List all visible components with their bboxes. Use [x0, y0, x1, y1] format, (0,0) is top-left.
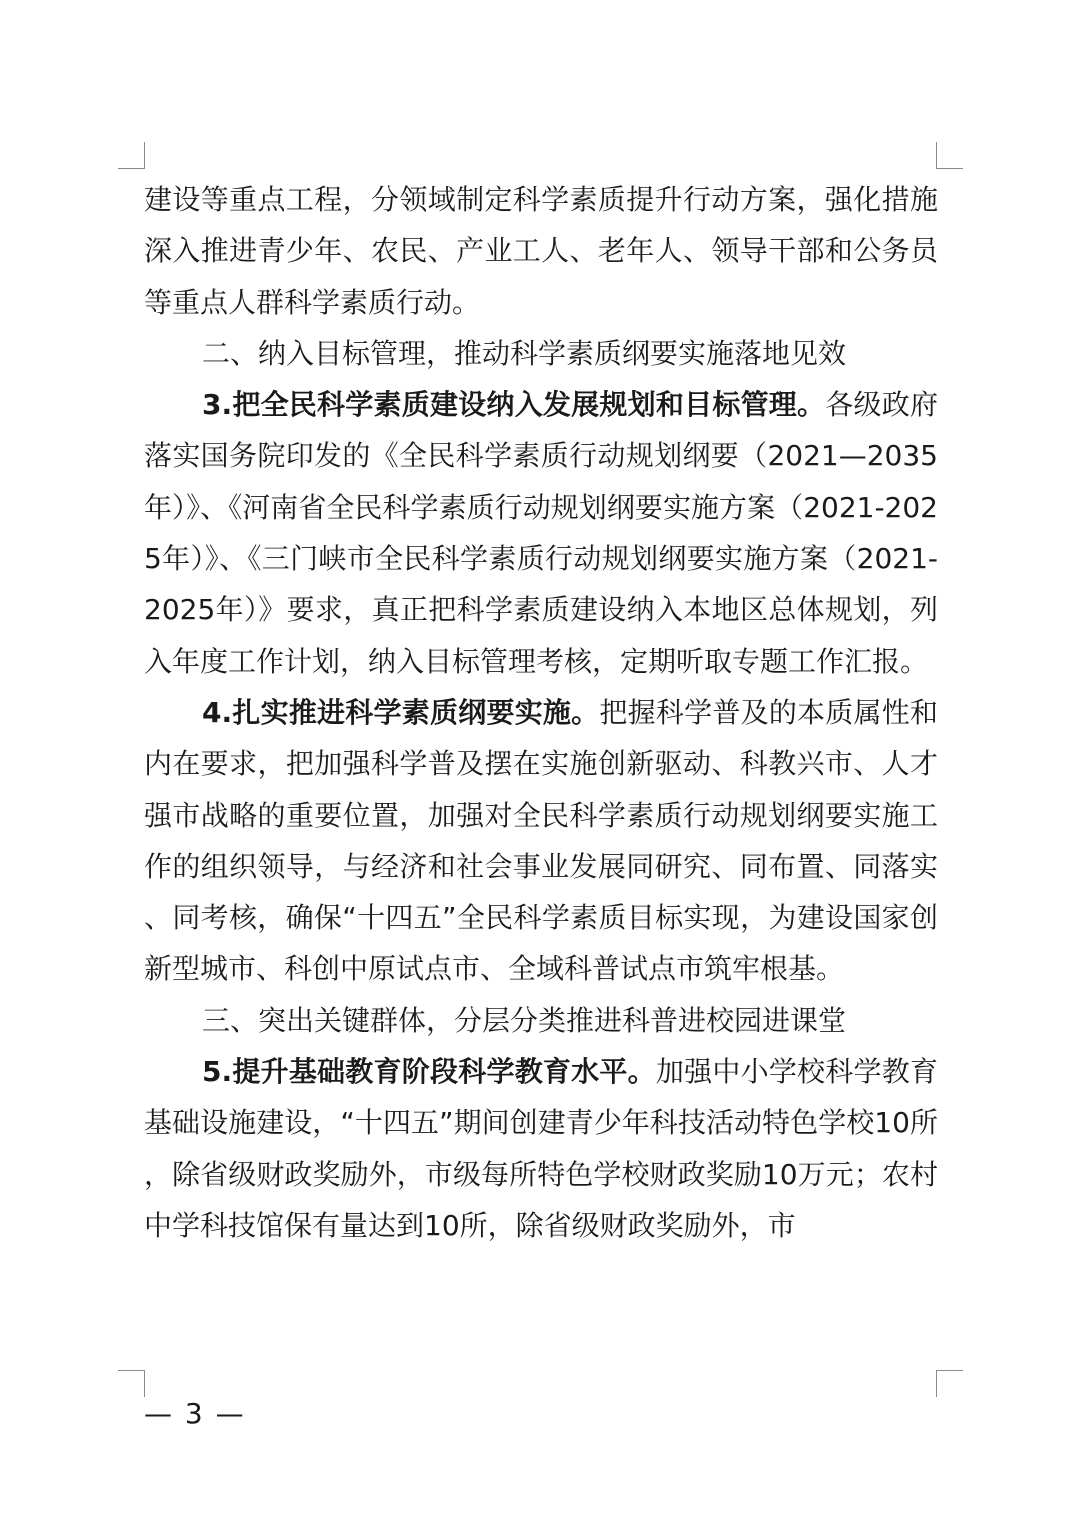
paragraph-text: 二、纳入目标管理，推动科学素质纲要实施落地见效 — [202, 336, 847, 370]
paragraph-text: 三、突出关键群体，分层分类推进科普进校园进课堂 — [202, 1003, 847, 1037]
paragraph-item-3 — [144, 379, 938, 687]
paragraph-text: 建设等重点工程，分领域制定科学素质提升行动方案，强化措施深入推进青少年、农民、产业工人、老年人、领导干部和公务员等重点人群科学素质行动。 — [144, 183, 938, 319]
item-heading: 5.提升基础教育阶段科学教育水平。 — [202, 1055, 656, 1089]
paragraph-text: 把握科学普及的本质属性和内在要求，把加强科学普及摆在实施创新驱动、科教兴市、人才强市战略的重要位置，加强对全民科学素质行动规划纲要实施工作的组织领导，与经济和社会事业发展同研究、同布置、同落实、同考核，确保“十四五”全民科学素质目标实现，为建设国家创新型城市、科创中原试点市、全域科普试点市筑牢根基。 — [144, 695, 938, 986]
crop-mark-top-right — [936, 142, 963, 169]
section-heading-2 — [144, 328, 938, 379]
paragraph-text: 各级政府落实国务院印发的《全民科学素质行动规划纲要（2021—2035年）》、《河南省全民科学素质行动规划纲要实施方案（2021-2025年）》、《三门峡市全民科学素质行动规划纲要实施方案（2021-2025年）》要求，真正把科学素质建设纳入本地区总体规划，列入年度工作计划，纳入目标管理考核，定期听取专题工作汇报。 — [144, 388, 938, 678]
item-heading: 4.扎实推进科学素质纲要实施。 — [202, 695, 600, 729]
page-number: — 3 — — [144, 1397, 246, 1430]
paragraph-item-4 — [144, 687, 938, 995]
document-body — [144, 174, 938, 1251]
crop-mark-bottom-left — [118, 1370, 145, 1397]
item-heading: 3.把全民科学素质建设纳入发展规划和目标管理。 — [202, 388, 826, 422]
paragraph-item-5 — [144, 1046, 938, 1251]
crop-mark-bottom-right — [936, 1370, 963, 1397]
crop-mark-top-left — [118, 142, 145, 169]
paragraph-continuation — [144, 174, 938, 328]
section-heading-3 — [144, 995, 938, 1046]
paragraph-text: 加强中小学校科学教育基础设施建设，“十四五”期间创建青少年科技活动特色学校10所，除省级财政奖励外，市级每所特色学校财政奖励10万元；农村中学科技馆保有量达到10所，除省级财政奖励外，市 — [144, 1055, 938, 1242]
